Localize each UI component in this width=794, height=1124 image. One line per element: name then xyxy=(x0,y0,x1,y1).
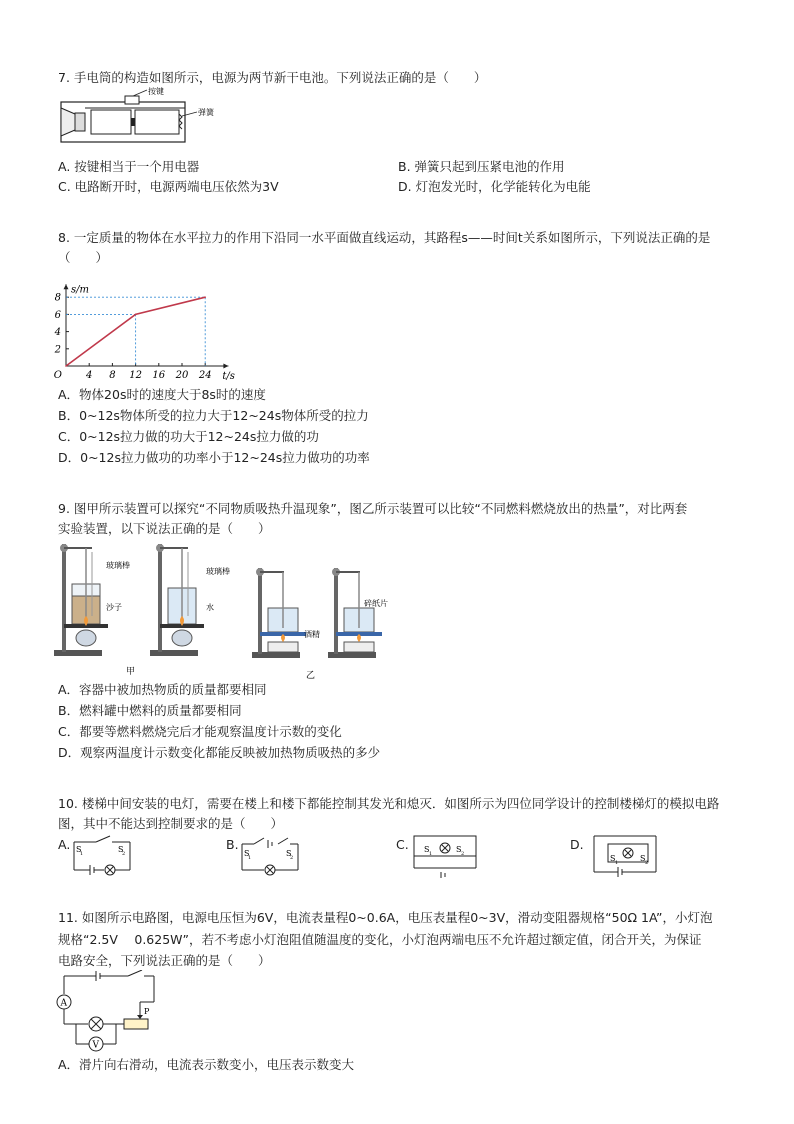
q9-option-d: D．观察两温度计示数变化都能反映被加热物质吸热的多少 xyxy=(58,745,381,760)
sand-label: 沙子 xyxy=(106,603,122,612)
yi-label: 乙 xyxy=(306,671,316,680)
q8-option-c: C．0~12s拉力做的功大于12~24s拉力做的功 xyxy=(58,429,319,444)
ammeter-label: A xyxy=(60,998,67,1009)
flashlight-figure xyxy=(55,86,225,154)
q10-option-d-letter: D. xyxy=(570,837,584,852)
paper-label: 碎纸片 xyxy=(364,599,388,608)
spring-label: 弹簧 xyxy=(198,108,214,117)
voltmeter-label: V xyxy=(92,1040,99,1051)
q10-circuit-b xyxy=(238,834,304,878)
b-s2: S xyxy=(286,849,292,858)
apparatus-alcohol xyxy=(252,568,306,658)
c-s2: S xyxy=(456,845,462,854)
a-s1-sub: 1 xyxy=(80,851,84,857)
c-s1: S xyxy=(424,845,430,854)
q7-option-c: C. 电路断开时，电源两端电压依然为3V xyxy=(58,179,279,194)
y-tick-label: 6 xyxy=(54,309,61,321)
apparatus-paper xyxy=(328,568,382,658)
q10-option-c-letter: C. xyxy=(396,837,409,852)
q10-circuit-d xyxy=(584,832,664,880)
b-s2-sub: 2 xyxy=(290,855,294,861)
x-tick-label: 4 xyxy=(86,370,93,381)
x-tick-label: 8 xyxy=(109,370,116,381)
q11-stem-line3: 电路安全，下列说法正确的是（ ） xyxy=(58,953,271,968)
x-axis-label: t/s xyxy=(222,371,235,382)
x-tick-label: 24 xyxy=(198,370,212,381)
q10-option-a-letter: A. xyxy=(58,837,71,852)
button-label: 按键 xyxy=(148,87,164,96)
b-s1-sub: 1 xyxy=(248,855,252,861)
rod-label-1: 玻璃棒 xyxy=(106,561,130,570)
d-s1: S xyxy=(610,854,616,863)
q7-stem: 7. 手电筒的构造如图所示，电源为两节新干电池。下列说法正确的是（ ） xyxy=(58,70,487,85)
q10-stem-line1: 10. 楼梯中间安装的电灯，需要在楼上和楼下都能控制其发光和熄灭．如图所示为四位同学设计的控制楼梯灯的模拟电路 xyxy=(58,796,720,811)
q7-option-a: A. 按键相当于一个用电器 xyxy=(58,159,200,174)
y-axis-arrow xyxy=(64,284,69,289)
apparatus-sand xyxy=(54,544,108,656)
q10-circuit-a xyxy=(70,834,136,878)
q9-option-c: C．都要等燃料燃烧完后才能观察温度计示数的变化 xyxy=(58,724,342,739)
q8-stem-line2: （ ） xyxy=(58,250,109,265)
x-axis-arrow xyxy=(223,364,228,369)
apparatus-water xyxy=(150,544,204,656)
q7-option-d: D. 灯泡发光时，化学能转化为电能 xyxy=(398,179,591,194)
q10-option-b-letter: B. xyxy=(226,837,239,852)
y-tick-label: 8 xyxy=(54,292,61,304)
a-s2: S xyxy=(118,845,124,854)
q8-option-d: D．0~12s拉力做功的功率小于12~24s拉力做功的功率 xyxy=(58,450,370,465)
origin-label: O xyxy=(53,370,62,381)
q9-option-a: A．容器中被加热物质的质量都要相同 xyxy=(58,682,267,697)
q11-circuit xyxy=(52,970,162,1054)
q11-option-a: A．滑片向右滑动，电流表示数变小，电压表示数变大 xyxy=(58,1057,355,1072)
q8-stem-line1: 8. 一定质量的物体在水平拉力的作用下沿同一水平面做直线运动，其路程s——时间t关系如图所示，下列说法正确的是 xyxy=(58,230,711,245)
s-t-chart xyxy=(52,266,242,386)
water-label: 水 xyxy=(206,603,214,612)
jia-label: 甲 xyxy=(126,667,136,677)
q9-option-b: B．燃料罐中燃料的质量都要相同 xyxy=(58,703,242,718)
c-s2-sub: 2 xyxy=(461,851,465,857)
data-point xyxy=(135,314,137,316)
q10-stem-line2: 图，其中不能达到控制要求的是（ ） xyxy=(58,816,284,831)
y-axis-label: s/m xyxy=(71,284,89,296)
q10-circuit-c xyxy=(408,832,484,880)
q8-option-b: B．0~12s物体所受的拉力大于12~24s物体所受的拉力 xyxy=(58,408,369,423)
a-s1: S xyxy=(76,845,82,854)
q7-option-b: B. 弹簧只起到压紧电池的作用 xyxy=(398,159,565,174)
x-tick-label: 16 xyxy=(152,370,166,381)
q9-stem-line2: 实验装置，以下说法正确的是（ ） xyxy=(58,521,271,536)
c-s1-sub: 1 xyxy=(429,851,433,857)
b-s1: S xyxy=(244,849,250,858)
q11-stem-line2: 规格“2.5V 0.625W”，若不考虑小灯泡阻值随温度的变化，小灯泡两端电压不允许超过额定值，闭合开关，为保证 xyxy=(58,932,702,947)
x-tick-label: 12 xyxy=(129,370,142,381)
data-point xyxy=(204,296,206,298)
rod-label-2: 玻璃棒 xyxy=(206,567,230,576)
q8-option-a: A．物体20s时的速度大于8s时的速度 xyxy=(58,387,266,402)
q9-stem-line1: 9. 图甲所示装置可以探究“不同物质吸热升温现象”，图乙所示装置可以比较“不同燃料燃烧放出的热量”，对比两套 xyxy=(58,501,688,516)
y-tick-label: 4 xyxy=(54,327,61,339)
d-s2-sub: 2 xyxy=(645,860,649,866)
q11-stem-line1: 11. 如图所示电路图，电源电压恒为6V，电流表量程0~0.6A，电压表量程0~3V，滑动变阻器规格“50Ω 1A”，小灯泡 xyxy=(58,910,713,925)
x-tick-label: 20 xyxy=(175,370,189,381)
a-s2-sub: 2 xyxy=(122,851,126,857)
y-tick-label: 2 xyxy=(54,344,61,356)
d-s2: S xyxy=(640,854,646,863)
data-point xyxy=(65,365,67,367)
alcohol-label: 酒精 xyxy=(304,630,320,639)
heating-apparatus-figure xyxy=(52,538,392,680)
d-s1-sub: 1 xyxy=(615,860,619,866)
slider-label: P xyxy=(144,1007,150,1016)
